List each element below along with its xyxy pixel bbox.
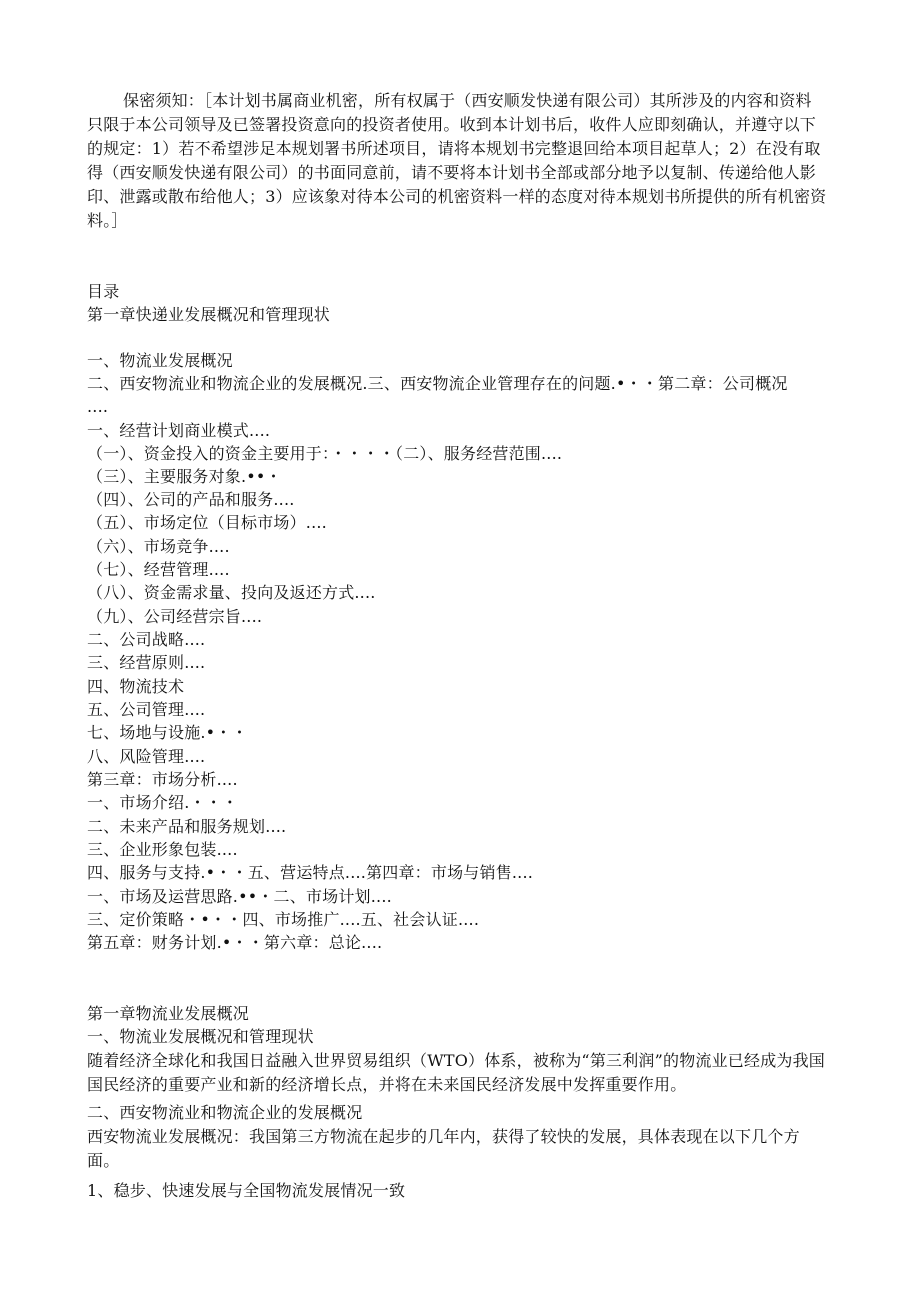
toc-line: 二、未来产品和服务规划.... (87, 817, 287, 836)
toc-line: 一、市场介绍.・・・ (87, 793, 239, 812)
toc-line: .... (87, 397, 109, 416)
chapter-title: 第一章物流业发展概况 (87, 1004, 250, 1023)
toc-line: （六）、市场竞争.... (87, 537, 230, 556)
toc-title: 目录 (87, 282, 120, 301)
toc-line: （七）、经营管理.... (87, 560, 230, 579)
section-1-title: 一、物流业发展概况和管理现状 (87, 1027, 314, 1046)
toc-line: 三、定价策略・•・・四、市场推广....五、社会认证.... (87, 910, 480, 929)
toc-line: （五）、市场定位（目标市场）.... (87, 513, 327, 532)
toc-line: 一、物流业发展概况 (87, 351, 233, 370)
toc-line: （三）、主要服务对象.••・ (87, 467, 282, 486)
point-1: 1、稳步、快速发展与全国物流发展情况一致 (87, 1181, 406, 1200)
toc-line: （一）、资金投入的资金主要用于：・・・・（二）、服务经营范围.... (87, 444, 563, 463)
toc-chapter-1: 第一章快递业发展概况和管理现状 (87, 305, 331, 324)
toc-line: 四、物流技术 (87, 677, 185, 696)
toc-line: （四）、公司的产品和服务.... (87, 490, 295, 509)
toc-line: 第五章：财务计划.•・・第六章：总论.... (87, 933, 383, 952)
toc-line: 二、西安物流业和物流企业的发展概况.三、西安物流企业管理存在的问题.•・・第二章：公司概况 (87, 374, 788, 393)
section-2-text: 西安物流业发展概况：我国第三方物流在起步的几年内，获得了较快的发展，具体表现在以下几个方面。 (87, 1127, 800, 1170)
toc-line: 一、市场及运营思路.••・二、市场计划.... (87, 887, 392, 906)
toc-line: 七、场地与设施.•・・ (87, 723, 248, 742)
toc-line: 二、公司战略.... (87, 630, 206, 649)
toc-line: 八、风险管理.... (87, 747, 206, 766)
toc-line: 一、经营计划商业模式.... (87, 421, 271, 440)
toc-line: 第三章：市场分析.... (87, 770, 238, 789)
toc-line: （九）、公司经营宗旨.... (87, 607, 263, 626)
toc-line: 五、公司管理.... (87, 700, 206, 719)
section-1-text: 随着经济全球化和我国日益融入世界贸易组织（WTO）体系，被称为“第三利润”的物流业已经成为我国国民经济的重要产业和新的经济增长点，并将在未来国民经济发展中发挥重要作用。 (87, 1051, 825, 1094)
section-2-title: 二、西安物流业和物流企业的发展概况 (87, 1103, 363, 1122)
toc-line: 三、经营原则.... (87, 653, 206, 672)
toc-line: 三、企业形象包装.... (87, 840, 238, 859)
confidentiality-notice: 保密须知：［本计划书属商业机密，所有权属于（西安顺发快递有限公司）其所涉及的内容和资料只限于本公司领导及已签署投资意向的投资者使用。收到本计划书后，收件人应即刻确认，并遵守以下的规定：1）若不希望涉足本规划署书所述项目，请将本规划书完整退回给本项目起草人；2）在没有取得（西安顺发快递有限公司）的书面同意前，请不要将本计划书全部或部分地予以复制、传递给他人影印、泄露或散布给他人；3）应该象对待本公司的机密资料一样的态度对待本规划书所提供的所有机密资料。］ (87, 91, 827, 230)
toc-line: （八）、资金需求量、投向及返还方式.... (87, 583, 376, 602)
toc-line: 四、服务与支持.•・・五、营运特点....第四章：市场与销售.... (87, 863, 534, 882)
